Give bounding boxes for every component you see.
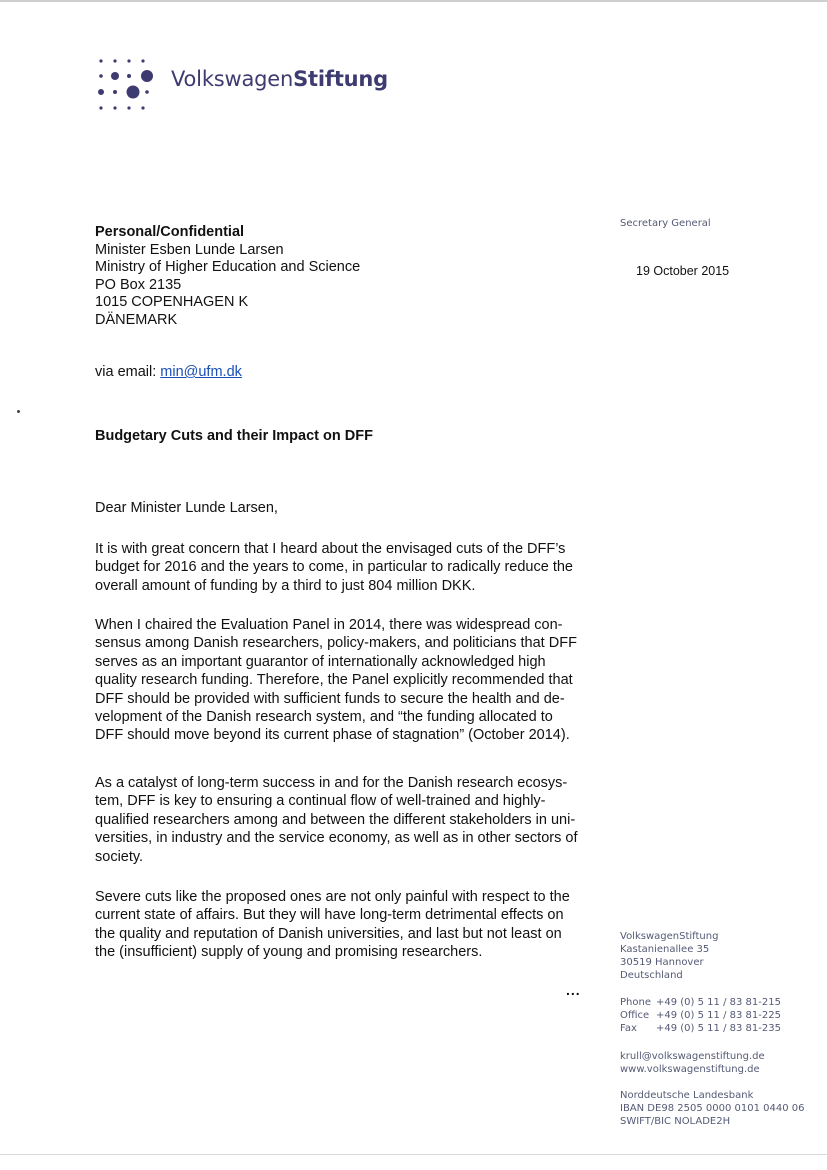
via-email-line <box>95 364 242 380</box>
logo-dots-icon <box>95 57 159 113</box>
body-paragraph-1 <box>95 540 615 595</box>
contact-numbers <box>620 996 781 1035</box>
logo-brand-bold: Stiftung <box>293 67 388 91</box>
paragraph-line: As a catalyst of long-term success in and for the Danish research ecosys- <box>95 775 568 791</box>
paragraph-line: Severe cuts like the proposed ones are not only painful with respect to the <box>95 889 570 905</box>
recipient-line: Minister Esben Lunde Larsen <box>95 241 284 258</box>
website-url[interactable]: www.volkswagenstiftung.de <box>620 1064 760 1075</box>
contact-label: Office <box>620 1010 650 1021</box>
body-paragraph-4 <box>95 888 615 962</box>
contact-row-phone <box>620 996 781 1009</box>
paragraph-line: DFF should be provided with sufficient funds to secure the health and de- <box>95 690 565 707</box>
logo-wordmark <box>171 67 388 91</box>
paragraph-line: qualified researchers among and between the different stakeholders in uni- <box>95 811 576 828</box>
web-contacts <box>620 1050 765 1076</box>
paragraph-line: overall amount of funding by a third to just 804 million DKK. <box>95 577 476 594</box>
contact-row-fax <box>620 1022 781 1035</box>
scan-speck <box>17 410 20 413</box>
paragraph-line: versities, in industry and the service economy, as well as in other sectors of <box>95 830 578 847</box>
recipient-line: PO Box 2135 <box>95 276 182 293</box>
paragraph-line: sensus among Danish researchers, policy-makers, and politicians that DFF <box>95 635 577 652</box>
paragraph-line: tem, DFF is key to ensuring a continual flow of well-trained and highly- <box>95 793 546 810</box>
paragraph-line: the (insufficient) supply of young and promising researchers. <box>95 944 483 961</box>
volkswagenstiftung-logo <box>95 57 395 113</box>
bank-line: SWIFT/BIC NOLADE2H <box>620 1116 731 1127</box>
scan-edge-top <box>0 0 827 2</box>
contact-row-office <box>620 1009 781 1022</box>
foundation-address <box>620 930 718 982</box>
salutation: Dear Minister Lunde Larsen, <box>95 500 278 516</box>
address-line: VolkswagenStiftung <box>620 931 719 942</box>
scan-edge-bottom <box>0 1154 827 1155</box>
paragraph-line: budget for 2016 and the years to come, in particular to radically reduce the <box>95 559 573 576</box>
paragraph-line: DFF should move beyond its current phase of stagnation” (October 2014). <box>95 727 570 744</box>
recipient-line: Ministry of Higher Education and Science <box>95 259 361 276</box>
paragraph-line: current state of affairs. But they will have long-term detrimental effects on <box>95 907 564 924</box>
paragraph-line: velopment of the Danish research system, and “the funding allocated to <box>95 709 553 726</box>
recipient-line: 1015 COPENHAGEN K <box>95 294 249 311</box>
contact-email[interactable]: krull@volkswagenstiftung.de <box>620 1051 765 1062</box>
contact-label: Fax <box>620 1023 637 1034</box>
bank-line: IBAN DE98 2505 0000 0101 0440 06 <box>620 1103 805 1114</box>
bank-line: Norddeutsche Landesbank <box>620 1090 754 1101</box>
paragraph-line: society. <box>95 848 144 865</box>
body-paragraph-2 <box>95 616 615 745</box>
recipient-line: DÄNEMARK <box>95 311 178 328</box>
body-paragraph-3 <box>95 774 615 866</box>
letter-date: 19 October 2015 <box>636 264 730 278</box>
contact-value: +49 (0) 5 11 / 83 81-215 <box>656 997 781 1008</box>
paragraph-line: the quality and reputation of Danish universities, and last but not least on <box>95 925 562 942</box>
paragraph-line: When I chaired the Evaluation Panel in 2014, there was widespread con- <box>95 617 563 633</box>
logo-brand-regular: Volkswagen <box>171 67 294 91</box>
paragraph-line: quality research funding. Therefore, the Panel explicitly recommended that <box>95 672 573 689</box>
recipient-address <box>95 224 360 330</box>
sender-title: Secretary General <box>620 218 711 229</box>
bank-details <box>620 1089 804 1128</box>
contact-value: +49 (0) 5 11 / 83 81-235 <box>656 1023 781 1034</box>
address-line: 30519 Hannover <box>620 957 704 968</box>
via-email-prefix: via email: <box>95 364 157 380</box>
recipient-email-link[interactable]: min@ufm.dk <box>160 364 242 380</box>
contact-value: +49 (0) 5 11 / 83 81-225 <box>656 1010 781 1021</box>
address-line: Deutschland <box>620 970 683 981</box>
paragraph-line: It is with great concern that I heard about the envisaged cuts of the DFF’s <box>95 541 566 557</box>
continuation-marker: ... <box>566 982 581 998</box>
address-line: Kastanienallee 35 <box>620 944 710 955</box>
paragraph-line: serves as an important guarantor of internationally acknowledged high <box>95 653 546 670</box>
confidential-label: Personal/Confidential <box>95 224 245 240</box>
letter-subject: Budgetary Cuts and their Impact on DFF <box>95 428 373 444</box>
contact-label: Phone <box>620 997 651 1008</box>
